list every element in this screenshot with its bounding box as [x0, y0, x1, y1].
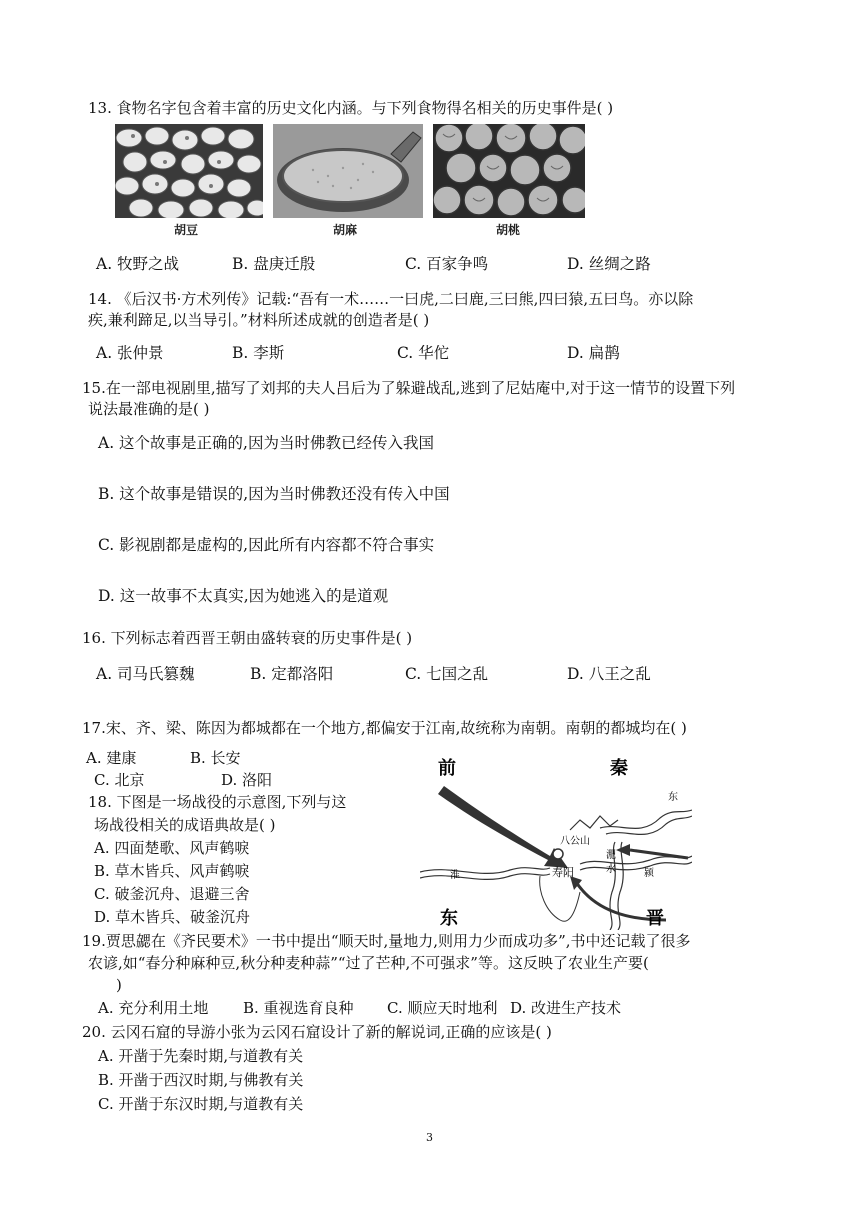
q16-option-d: D. 八王之乱 — [567, 665, 651, 683]
q14-option-d: D. 扁鹊 — [567, 344, 620, 362]
q14-stem-line1: 14. 《后汉书·方术列传》记载:“吾有一术……一曰虎,二曰鹿,三曰熊,四曰猿,五曰鸟。亦以除 — [88, 290, 694, 308]
walnuts-image — [433, 124, 585, 218]
q19-stem-line2: 农谚,如“春分种麻种豆,秋分种麦种蒜”“过了芒种,不可强求”等。这反映了农业生产要( — [88, 954, 649, 972]
q17-option-c: C. 北京 — [94, 771, 145, 789]
hudou-caption: 胡豆 — [174, 223, 199, 237]
q13-option-b: B. 盘庚迁殷 — [232, 255, 316, 273]
q15-stem-line2: 说法最准确的是( ) — [88, 400, 210, 418]
q14-option-b: B. 李斯 — [232, 344, 285, 362]
sesame-image — [273, 124, 423, 218]
q20-option-a: A. 开凿于先秦时期,与道教有关 — [98, 1047, 304, 1065]
battle-map-drawing — [420, 752, 692, 930]
hutao-caption: 胡桃 — [496, 223, 521, 237]
beans-image — [115, 124, 263, 218]
map-label-river5: 东 — [668, 792, 678, 803]
map-label-city: 寿阳 — [552, 866, 574, 879]
map-label-top-left: 前 — [438, 758, 456, 779]
q14-stem-line2: 疾,兼利蹄足,以当导引。”材料所述成就的创造者是( ) — [88, 311, 430, 329]
q19-option-b: B. 重视选育良种 — [243, 999, 354, 1017]
q20-stem: 20. 云冈石窟的导游小张为云冈石窟设计了新的解说词,正确的应该是( ) — [82, 1023, 552, 1041]
q19-option-c: C. 顺应天时地利 — [387, 999, 498, 1017]
q19-stem-line1: 19.贾思勰在《齐民要术》一书中提出“顺天时,量地力,则用力少而成功多”,书中还记载了很多 — [82, 932, 691, 950]
hutao-photo — [433, 124, 585, 218]
map-label-river3: 淮 — [450, 870, 460, 881]
q16-option-a: A. 司马氏篡魏 — [96, 665, 195, 683]
hudou-photo — [115, 124, 263, 218]
q13-option-d: D. 丝绸之路 — [567, 255, 651, 273]
q18-option-c: C. 破釜沉舟、退避三舍 — [94, 885, 250, 903]
huma-photo — [273, 124, 423, 218]
map-label-mountain: 八公山 — [560, 836, 590, 847]
q15-option-c: C. 影视剧都是虚构的,因此所有内容都不符合事实 — [98, 536, 435, 554]
q14-option-c: C. 华佗 — [397, 344, 450, 362]
q20-option-c: C. 开凿于东汉时期,与道教有关 — [98, 1095, 304, 1113]
q19-stem-line3: ) — [116, 976, 122, 994]
q19-option-d: D. 改进生产技术 — [510, 999, 622, 1017]
q15-stem-line1: 15.在一部电视剧里,描写了刘邦的夫人吕后为了躲避战乱,逃到了尼姑庵中,对于这一情节的设置下列 — [82, 379, 736, 397]
q15-option-a: A. 这个故事是正确的,因为当时佛教已经传入我国 — [98, 434, 434, 452]
map-label-bottom-right: 晋 — [646, 908, 664, 929]
map-label-river1: 淝 — [606, 850, 616, 861]
q18-stem-line2: 场战役相关的成语典故是( ) — [94, 816, 276, 834]
q16-option-b: B. 定都洛阳 — [250, 665, 334, 683]
q17-option-d: D. 洛阳 — [221, 771, 273, 789]
page-number: 3 — [426, 1131, 433, 1144]
q14-option-a: A. 张仲景 — [96, 344, 164, 362]
battle-map — [420, 752, 692, 930]
q18-option-d: D. 草木皆兵、破釜沉舟 — [94, 908, 251, 926]
q16-stem: 16. 下列标志着西晋王朝由盛转衰的历史事件是( ) — [82, 629, 413, 647]
q17-stem: 17.宋、齐、梁、陈因为都城都在一个地方,都偏安于江南,故统称为南朝。南朝的都城均在( ) — [82, 719, 687, 737]
q17-option-a: A. 建康 — [86, 749, 137, 767]
q16-option-c: C. 七国之乱 — [405, 665, 489, 683]
q15-option-b: B. 这个故事是错误的,因为当时佛教还没有传入中国 — [98, 485, 450, 503]
q15-option-d: D. 这一故事不太真实,因为她逃入的是道观 — [98, 587, 389, 605]
map-label-river2: 水 — [606, 864, 616, 875]
map-label-top-right: 秦 — [610, 758, 628, 779]
q13-option-a: A. 牧野之战 — [96, 255, 180, 273]
q19-option-a: A. 充分利用土地 — [98, 999, 209, 1017]
huma-caption: 胡麻 — [333, 223, 358, 237]
q18-option-a: A. 四面楚歌、风声鹤唳 — [94, 839, 250, 857]
map-label-river4: 颍 — [644, 868, 654, 879]
q18-stem-line1: 18. 下图是一场战役的示意图,下列与这 — [88, 793, 347, 811]
q18-option-b: B. 草木皆兵、风声鹤唳 — [94, 862, 250, 880]
q20-option-b: B. 开凿于西汉时期,与佛教有关 — [98, 1071, 304, 1089]
q13-stem: 13. 食物名字包含着丰富的历史文化内涵。与下列食物得名相关的历史事件是( ) — [88, 99, 614, 117]
map-label-bottom-left: 东 — [440, 908, 458, 929]
q13-option-c: C. 百家争鸣 — [405, 255, 489, 273]
q17-option-b: B. 长安 — [190, 749, 241, 767]
